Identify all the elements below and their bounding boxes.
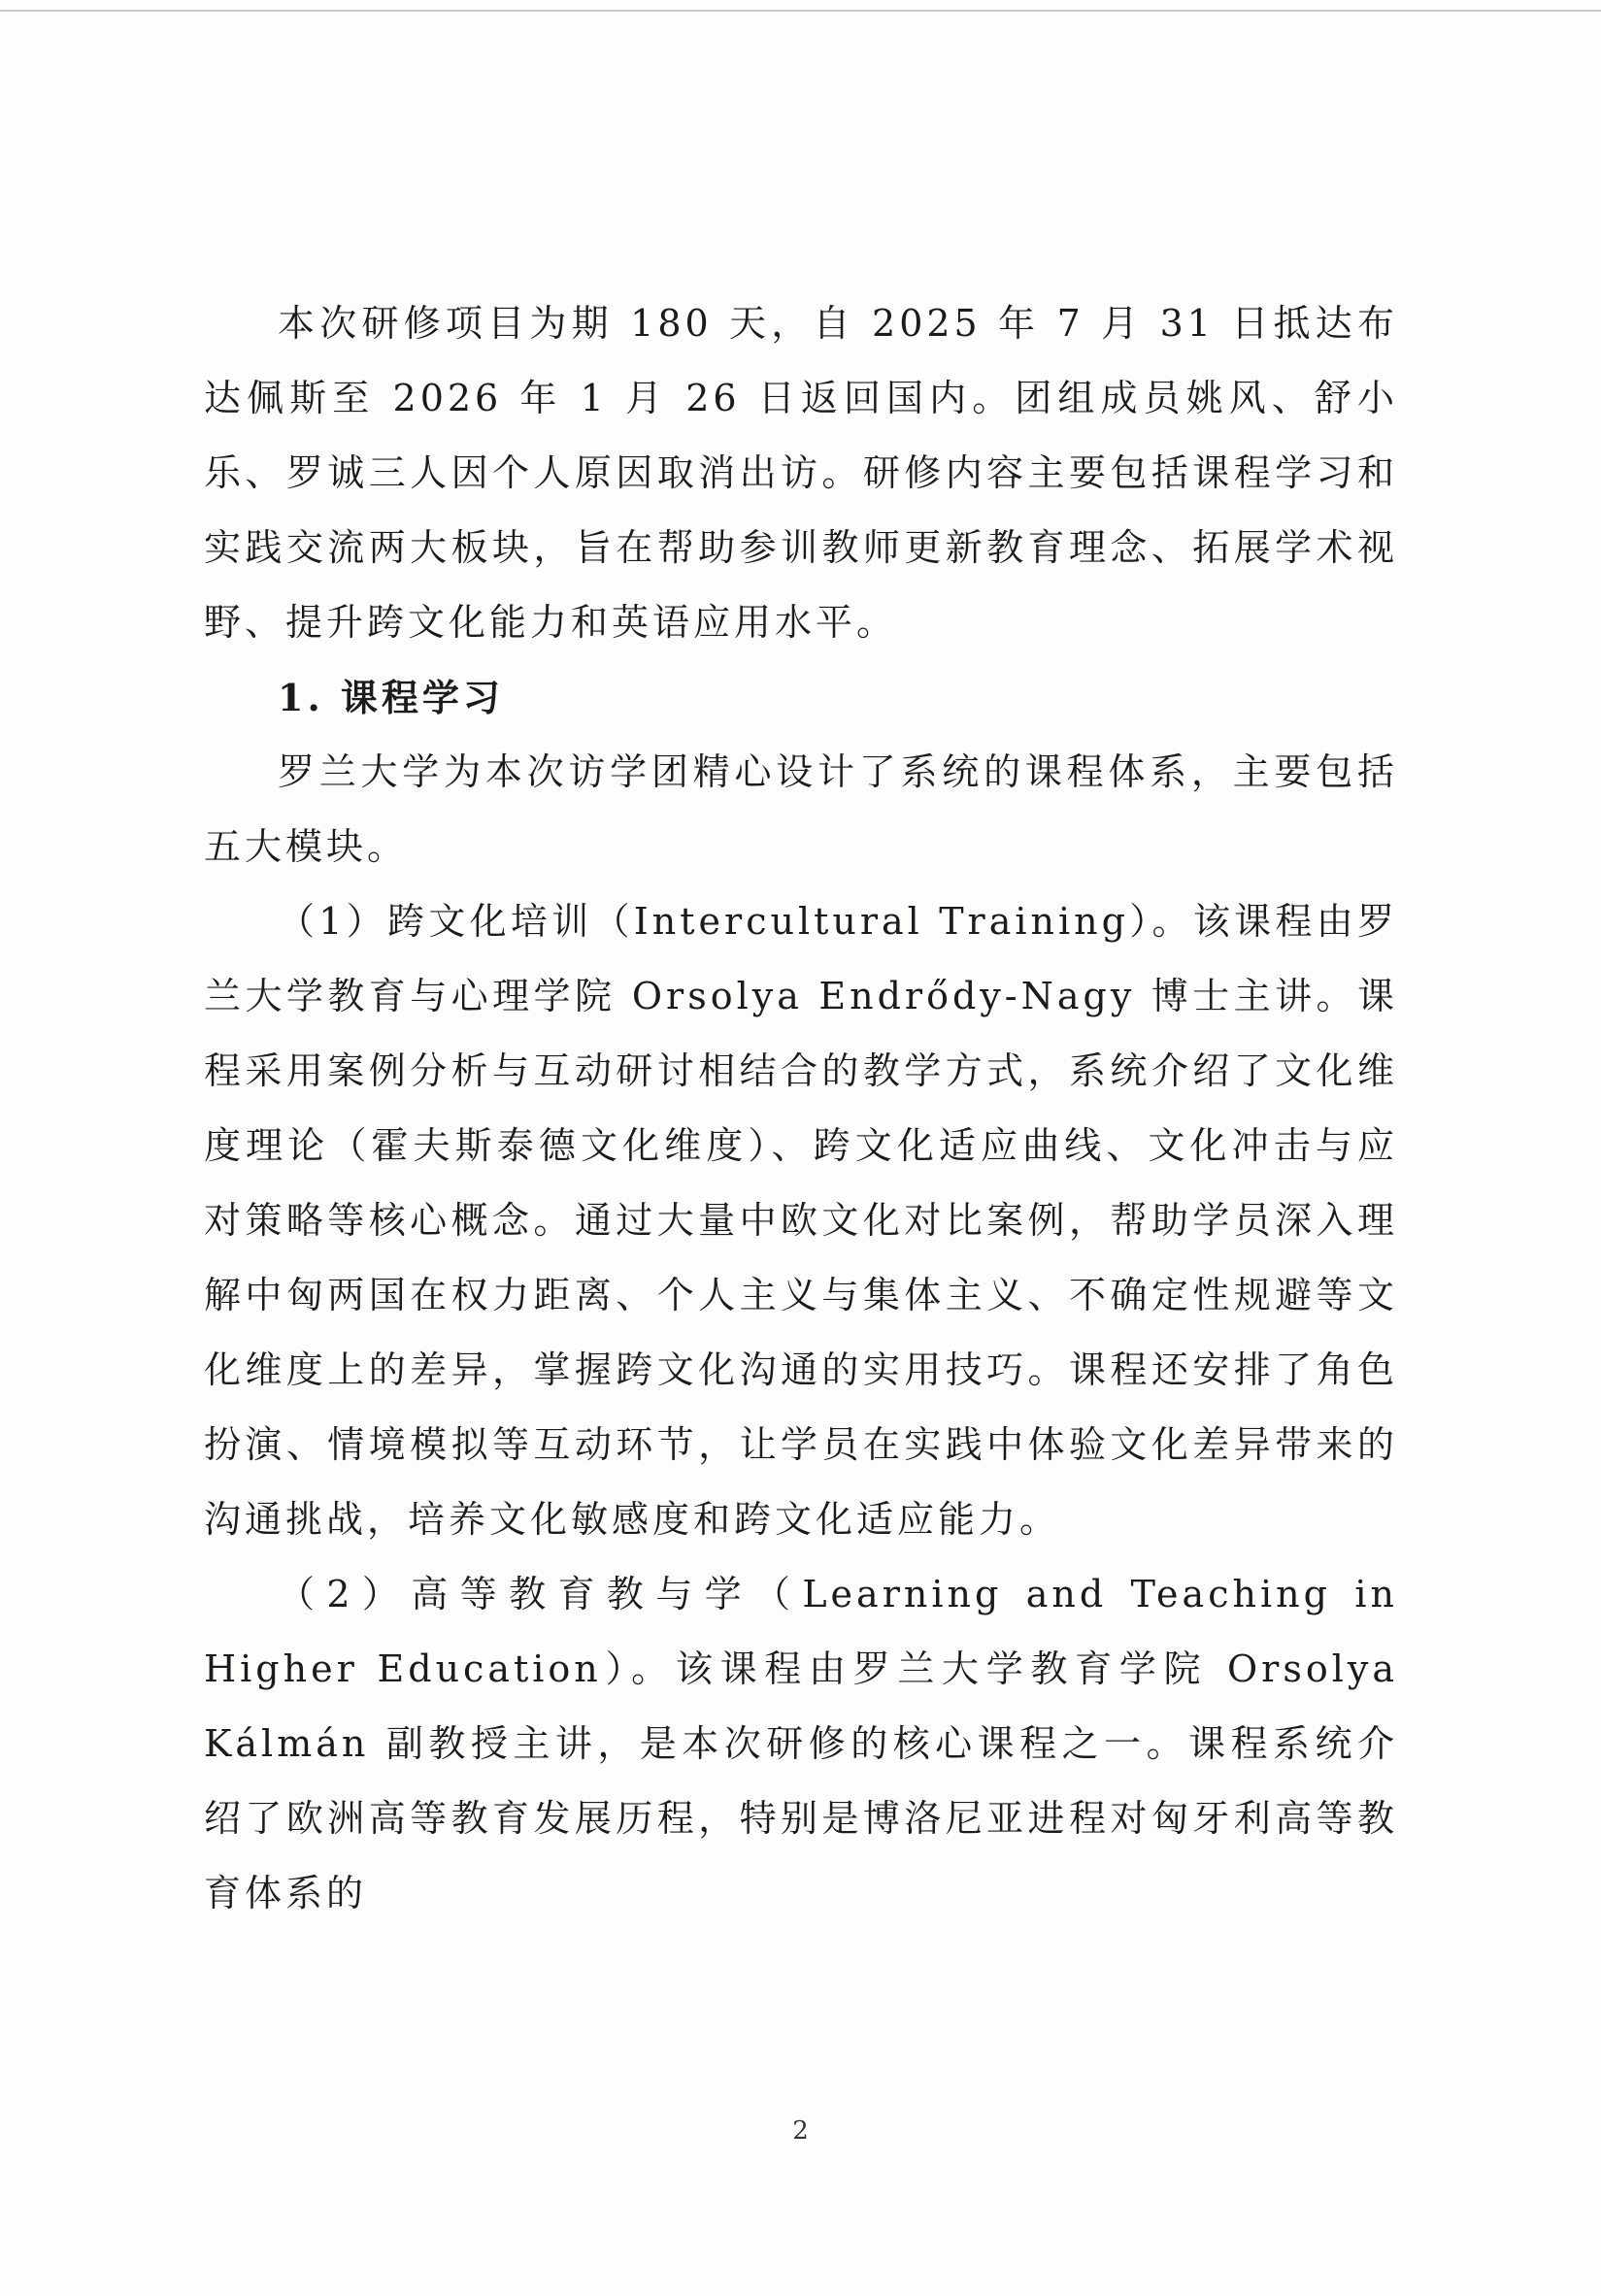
intro-paragraph: 本次研修项目为期 180 天，自 2025 年 7 月 31 日抵达布达佩斯至 2026 年 1 月 26 日返回国内。团组成员姚风、舒小乐、罗诚三人因个人原因取消出访。研修内容主要包括课程学习和实践交流两大板块，旨在帮助参训教师更新教育理念、拓展学术视野、提升跨文化能力和英语应用水平。 (204, 302, 1398, 644)
section-intro-paragraph: 罗兰大学为本次访学团精心设计了系统的课程体系，主要包括五大模块。 (204, 750, 1398, 868)
document-body (204, 286, 1398, 1931)
course-higher-education-paragraph: （2）高等教育教与学（Learning and Teaching in Higher Education）。该课程由罗兰大学教育学院 Orsolya Kálmán 副教授主讲，是本次研修的核心课程之一。课程系统介绍了欧洲高等教育发展历程，特别是博洛尼亚进程对匈牙利高等教育体系的 (204, 1573, 1398, 1914)
page-number: 2 (792, 2116, 809, 2146)
section-heading-course-study: 1. 课程学习 (278, 676, 504, 719)
scan-edge-line (0, 10, 1601, 12)
course-intercultural-training-paragraph: （1）跨文化培训（Intercultural Training）。该课程由罗兰大学教育与心理学院 Orsolya Endrődy-Nagy 博士主讲。课程采用案例分析与互动研讨相结合的教学方式，系统介绍了文化维度理论（霍夫斯泰德文化维度）、跨文化适应曲线、文化冲击与应对策略等核心概念。通过大量中欧文化对比案例，帮助学员深入理解中匈两国在权力距离、个人主义与集体主义、不确定性规避等文化维度上的差异，掌握跨文化沟通的实用技巧。课程还安排了角色扮演、情境模拟等互动环节，让学员在实践中体验文化差异带来的沟通挑战，培养文化敏感度和跨文化适应能力。 (204, 900, 1398, 1541)
